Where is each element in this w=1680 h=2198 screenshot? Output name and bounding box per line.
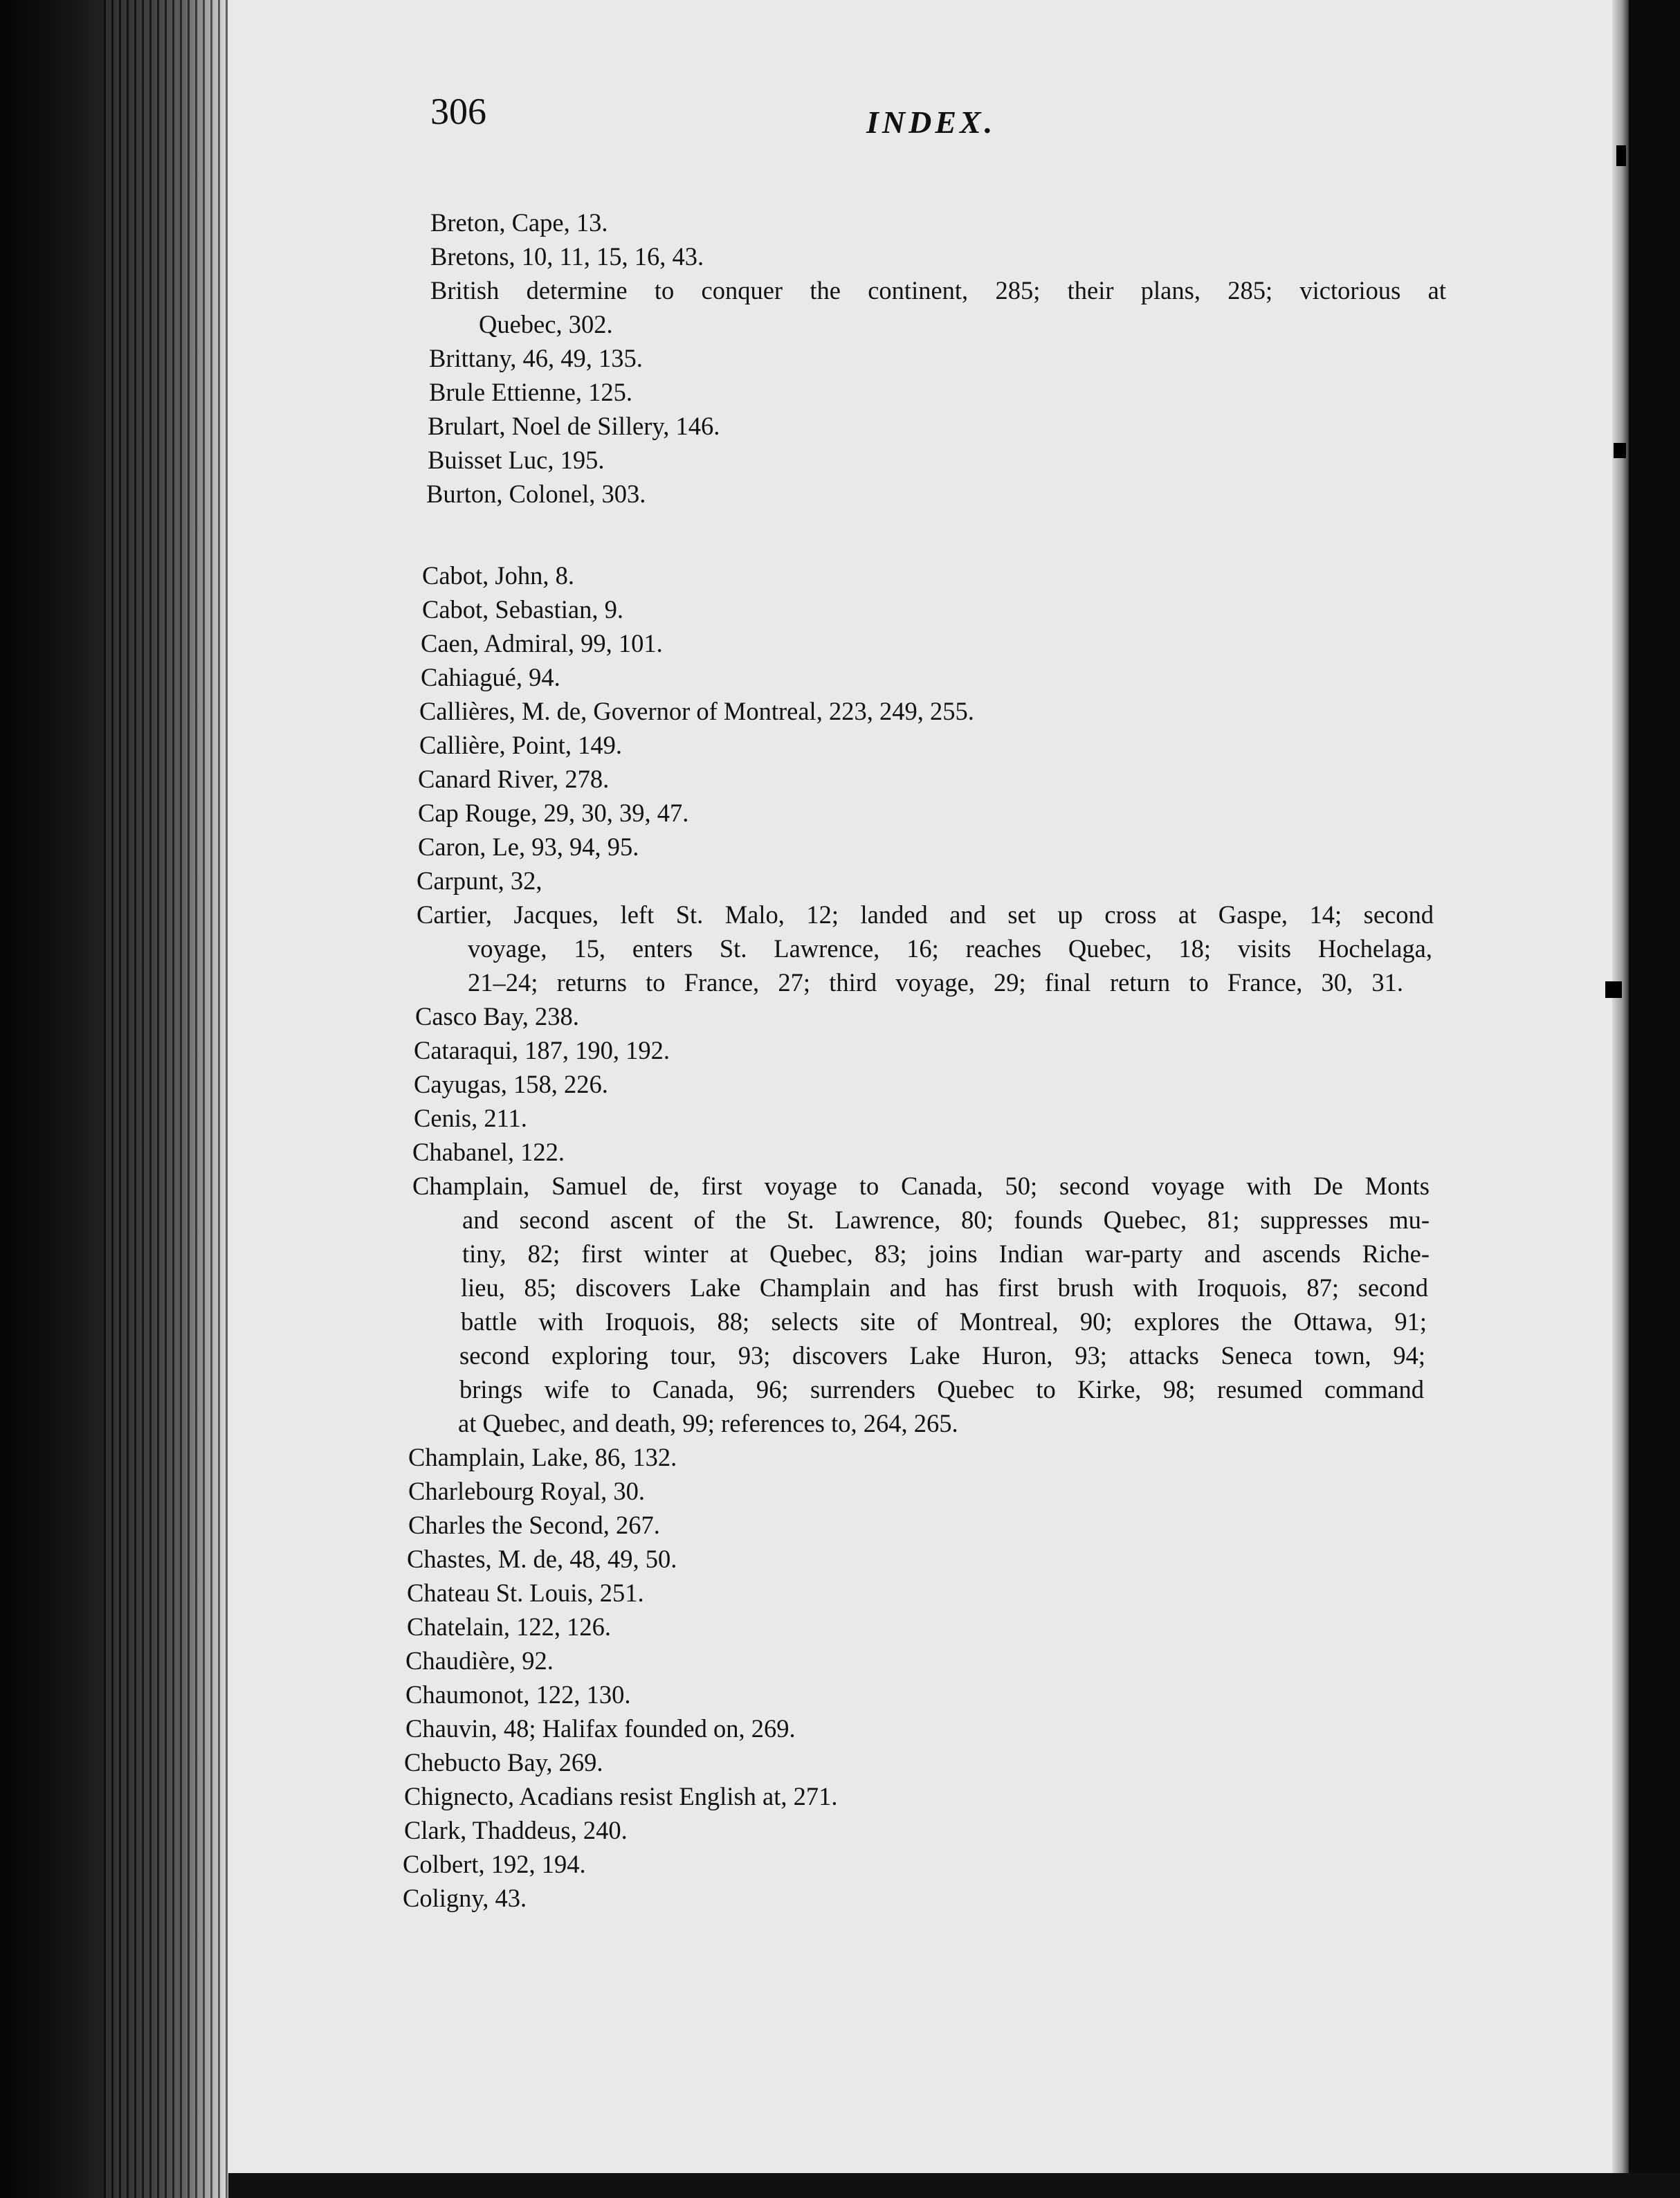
index-entry: Cartier, Jacques, left St. Malo, 12; landed and set up cross at Gaspe, 14; second: [417, 900, 1434, 929]
index-entry: Callière, Point, 149.: [419, 731, 622, 759]
index-entry: Canard River, 278.: [418, 765, 610, 793]
index-entry: Chabanel, 122.: [412, 1138, 565, 1166]
index-entry: Chaudière, 92.: [405, 1646, 554, 1675]
index-entry: Clark, Thaddeus, 240.: [404, 1816, 628, 1844]
index-entry: Cahiagué, 94.: [421, 663, 560, 691]
index-entry-continuation: at Quebec, and death, 99; references to, 264, 265.: [458, 1409, 958, 1437]
index-entry: Buisset Luc, 195.: [428, 446, 605, 474]
edge-mark: [1616, 145, 1626, 166]
index-entry: Chignecto, Acadians resist English at, 271.: [404, 1782, 838, 1810]
index-entry: Chebucto Bay, 269.: [404, 1748, 603, 1777]
index-entry-continuation: second exploring tour, 93; discovers Lake Huron, 93; attacks Seneca town, 94;: [459, 1341, 1425, 1370]
edge-mark: [1605, 981, 1622, 998]
index-entry: Cataraqui, 187, 190, 192.: [414, 1036, 670, 1064]
index-entry: Bretons, 10, 11, 15, 16, 43.: [430, 242, 704, 271]
index-entry: Champlain, Samuel de, first voyage to Canada, 50; second voyage with De Monts: [412, 1172, 1430, 1200]
index-entry-continuation: lieu, 85; discovers Lake Champlain and has first brush with Iroquois, 87; second: [461, 1273, 1428, 1302]
index-entry-continuation: battle with Iroquois, 88; selects site of Montreal, 90; explores the Ottawa, 91;: [461, 1307, 1427, 1336]
index-entry: Cenis, 211.: [414, 1104, 527, 1132]
index-entry: Brulart, Noel de Sillery, 146.: [428, 412, 720, 440]
index-entry: Cabot, John, 8.: [422, 561, 575, 590]
index-entry: British determine to conquer the continent, 285; their plans, 285; victorious at: [430, 276, 1446, 305]
index-entry: Colbert, 192, 194.: [403, 1850, 586, 1878]
index-entry: Charlebourg Royal, 30.: [408, 1477, 645, 1505]
index-entry: Caron, Le, 93, 94, 95.: [418, 833, 639, 861]
index-entry: Chauvin, 48; Halifax founded on, 269.: [405, 1714, 796, 1743]
index-entry: Casco Bay, 238.: [415, 1002, 579, 1030]
index-entry: Chatelain, 122, 126.: [407, 1613, 611, 1641]
index-entry: Coligny, 43.: [403, 1884, 527, 1912]
index-entry: Chastes, M. de, 48, 49, 50.: [407, 1545, 677, 1573]
index-entry: Burton, Colonel, 303.: [426, 480, 646, 508]
index-entry: Champlain, Lake, 86, 132.: [408, 1443, 677, 1471]
index-entry: Cap Rouge, 29, 30, 39, 47.: [418, 799, 689, 827]
index-entry-continuation: tiny, 82; first winter at Quebec, 83; joins Indian war-party and ascends Riche-: [462, 1239, 1430, 1268]
index-entry: Charles the Second, 267.: [408, 1511, 660, 1539]
index-entry: Chateau St. Louis, 251.: [407, 1579, 644, 1607]
index-entry: Callières, M. de, Governor of Montreal, 223, 249, 255.: [419, 697, 974, 725]
index-entry: Cayugas, 158, 226.: [414, 1070, 608, 1098]
index-entry: Caen, Admiral, 99, 101.: [421, 629, 663, 657]
index-entry-continuation: Quebec, 302.: [479, 310, 613, 338]
index-entry: Breton, Cape, 13.: [430, 208, 608, 237]
index-entry-continuation: brings wife to Canada, 96; surrenders Quebec to Kirke, 98; resumed command: [459, 1375, 1424, 1404]
page-edges: [104, 0, 228, 2198]
index-entry-continuation: voyage, 15, enters St. Lawrence, 16; reaches Quebec, 18; visits Hochelaga,: [468, 934, 1432, 963]
index-entry: Chaumonot, 122, 130.: [405, 1680, 631, 1709]
index-entry-continuation: and second ascent of the St. Lawrence, 80; founds Quebec, 81; suppresses mu-: [462, 1206, 1430, 1234]
index-entry-continuation: 21–24; returns to France, 27; third voyage, 29; final return to France, 30, 31.: [468, 968, 1403, 997]
index-entry: Brittany, 46, 49, 135.: [429, 344, 643, 372]
index-entry: Carpunt, 32,: [417, 866, 542, 895]
edge-mark: [1614, 443, 1626, 458]
next-page-sliver: [1612, 0, 1629, 2173]
page-number: 306: [430, 91, 486, 132]
index-entry: Brule Ettienne, 125.: [429, 378, 632, 406]
running-head: INDEX.: [866, 105, 996, 140]
index-entry: Cabot, Sebastian, 9.: [422, 595, 623, 624]
bottom-book-edge: [228, 2173, 1680, 2198]
